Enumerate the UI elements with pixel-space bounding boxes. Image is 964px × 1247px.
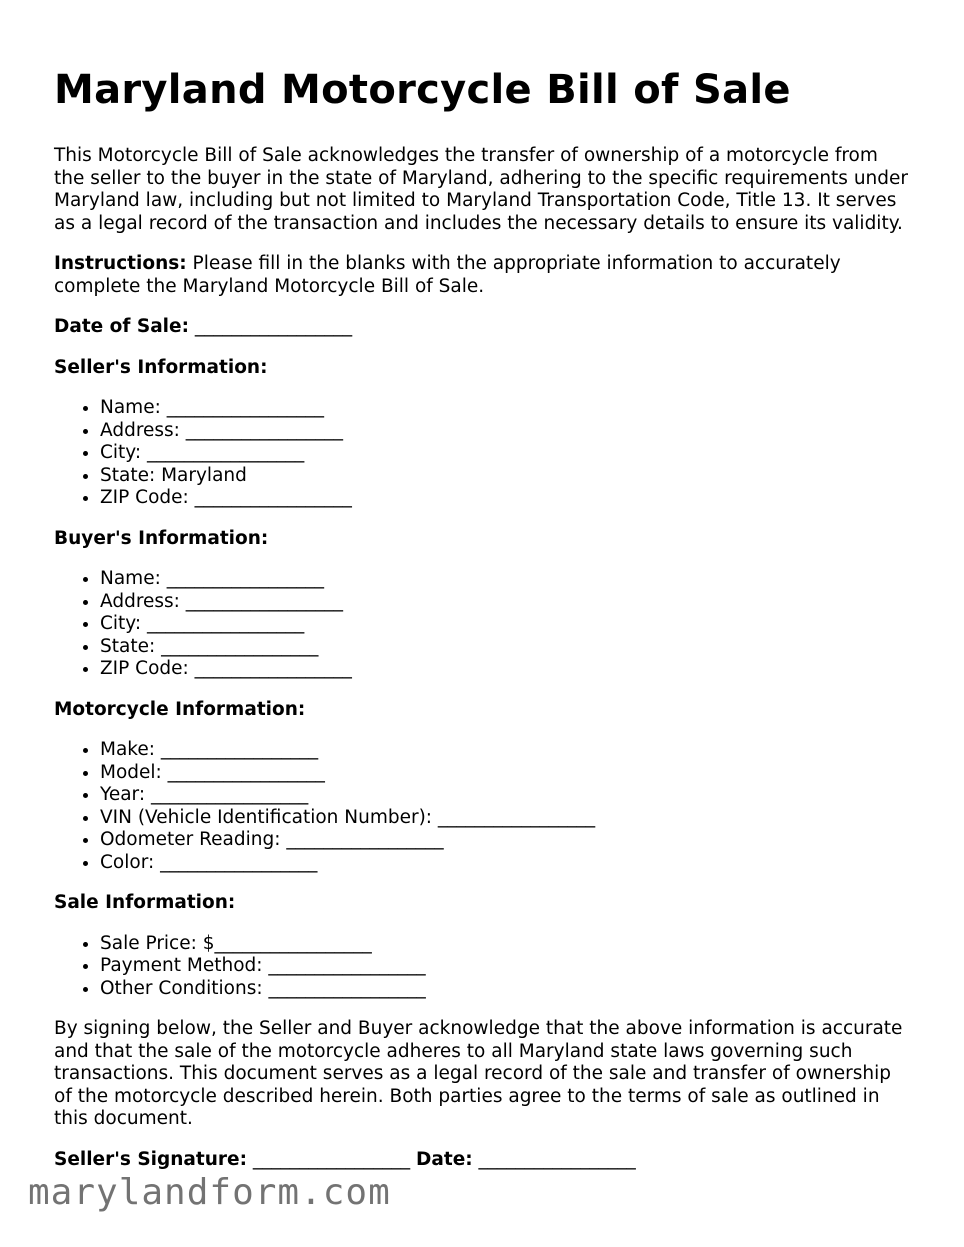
acknowledgement-paragraph: By signing below, the Seller and Buyer acknowledge that the above information is accurate and that the sale of the motorcycle adheres to all Maryland state laws governing such transactions. This document serves as a legal record of the sale and transfer of ownership of the motorcycle described herein. Both parties agree to the terms of sale as outlined in this document. — [54, 1018, 903, 1129]
instructions-text: Please fill in the blanks with the appropriate information to accurately complete the Maryland Motorcycle Bill of Sale. — [54, 253, 841, 297]
seller-info-list — [54, 397, 914, 510]
list-item: • Sale Price: $_________________ — [100, 933, 914, 956]
seller-signature-blank: _________________ — [247, 1148, 417, 1170]
list-item: • Payment Method: _________________ — [100, 955, 914, 978]
list-item: • Odometer Reading: _________________ — [100, 829, 914, 852]
list-item: • State: _________________ — [100, 636, 914, 659]
list-item: • ZIP Code: _________________ — [100, 658, 914, 681]
instructions-paragraph — [54, 253, 914, 298]
list-item: • Address: _________________ — [100, 420, 914, 443]
date-of-sale-label: Date of Sale: — [54, 316, 189, 337]
seller-info-heading: Seller's Information: — [54, 356, 268, 378]
instructions-label: Instructions: — [54, 253, 187, 274]
sale-info-heading: Sale Information: — [54, 892, 236, 913]
list-item: • City: _________________ — [100, 613, 914, 636]
signature-date-label: Date: — [416, 1148, 473, 1170]
list-item: • Color: _________________ — [100, 852, 914, 875]
buyer-info-list — [54, 568, 914, 681]
signature-line — [54, 1149, 914, 1172]
list-item: • State: Maryland — [100, 465, 914, 488]
date-of-sale-blank: _________________ — [188, 316, 353, 337]
list-item: • Make: _________________ — [100, 739, 914, 762]
buyer-info-heading: Buyer's Information: — [54, 527, 269, 549]
list-item: • City: _________________ — [100, 442, 914, 465]
list-item: • VIN (Vehicle Identification Number): _________________ — [100, 807, 914, 830]
list-item: • Address: _________________ — [100, 591, 914, 614]
motorcycle-info-list — [54, 739, 914, 874]
list-item: • Other Conditions: _________________ — [100, 978, 914, 1001]
list-item: • Name: _________________ — [100, 397, 914, 420]
list-item: • Year: _________________ — [100, 784, 914, 807]
motorcycle-info-heading: Motorcycle Information: — [54, 698, 306, 720]
list-item: • ZIP Code: _________________ — [100, 487, 914, 510]
list-item: • Name: _________________ — [100, 568, 914, 591]
bill-of-sale-document — [54, 62, 914, 1189]
signature-date-blank: _________________ — [472, 1148, 636, 1170]
date-of-sale-line — [54, 316, 914, 339]
site-watermark: marylandform.com — [28, 1172, 391, 1213]
list-item: • Model: _________________ — [100, 762, 914, 785]
seller-signature-label: Seller's Signature: — [54, 1148, 247, 1170]
document-title: Maryland Motorcycle Bill of Sale — [54, 67, 791, 113]
sale-info-list — [54, 933, 914, 1001]
intro-paragraph: This Motorcycle Bill of Sale acknowledges the transfer of ownership of a motorcycle from the seller to the buyer in the state of Maryland, adhering to the specific requirements under Maryland law, including but not limited to Maryland Transportation Code, Title 13. It serves as a legal record of the transaction and includes the necessary details to ensure its validity. — [54, 145, 908, 234]
